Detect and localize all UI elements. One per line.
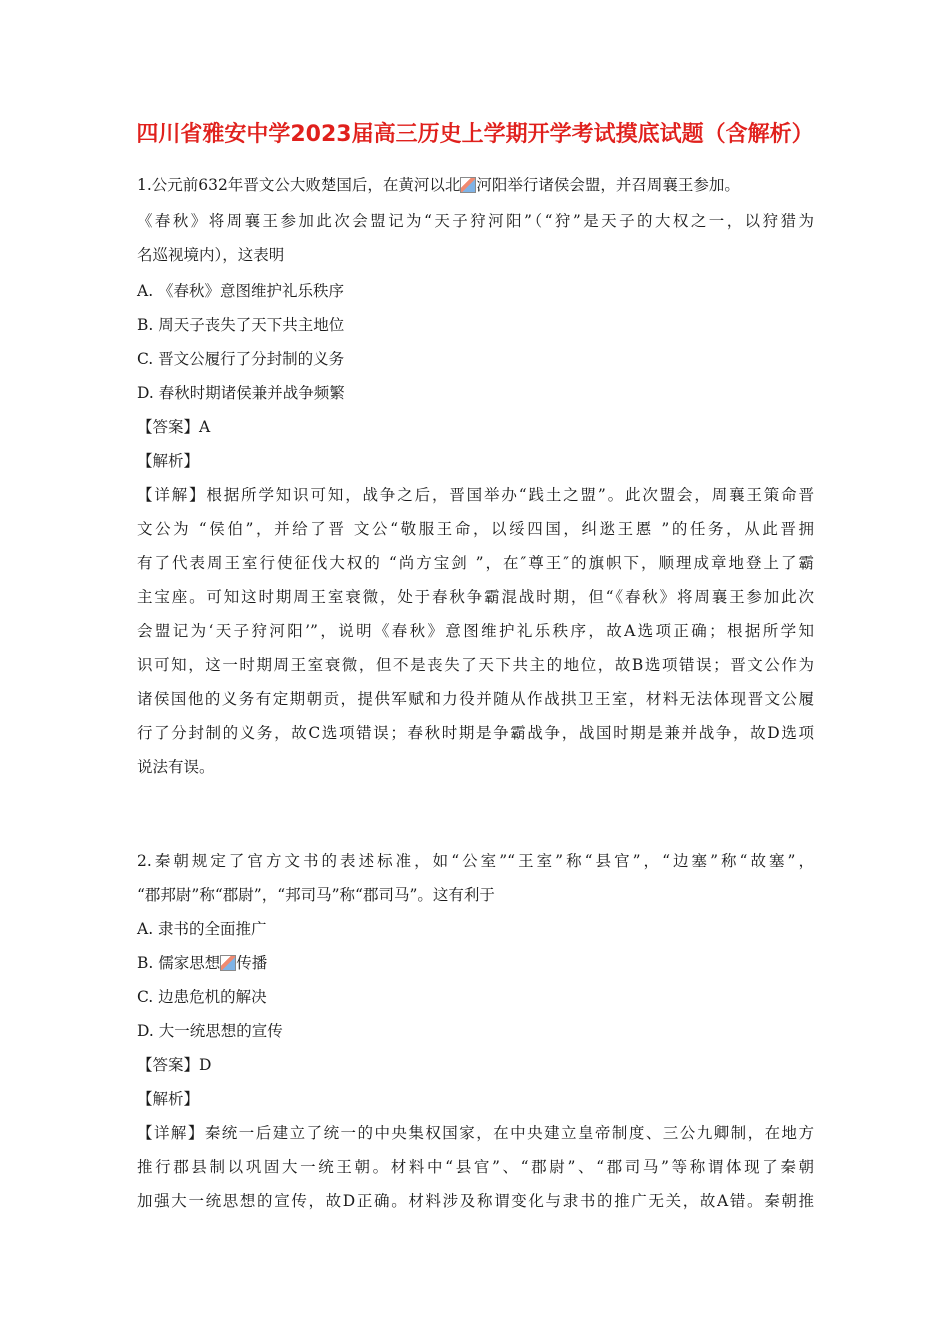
q2-option-a: A. 隶书的全面推广 <box>137 920 267 938</box>
q1-option-d: D. 春秋时期诸侯兼并战争频繁 <box>137 384 345 402</box>
q1-stem-line-1 <box>137 174 740 196</box>
q2-option-b-text-a: B. 儒家思想 <box>137 954 221 972</box>
q1-option-b: B. 周天子丧失了天下共主地位 <box>137 316 345 334</box>
q2-stem-line-2: “郡邦尉”称“郡尉”，“邦司马”称“郡司马”。这有利于 <box>137 886 495 904</box>
q2-option-b-text-b: 传播 <box>236 954 268 972</box>
q1-detail-line-9: 说法有误。 <box>137 758 215 776</box>
q1-analysis-label: 【解析】 <box>137 452 200 470</box>
q2-option-b <box>137 952 267 974</box>
broken-image-icon <box>220 955 236 971</box>
q1-stem-text-b: 河阳举行诸侯会盟，并召周襄王参加。 <box>476 176 740 194</box>
q2-analysis-label: 【解析】 <box>137 1090 200 1108</box>
q2-option-d: D. 大一统思想的宣传 <box>137 1022 283 1040</box>
broken-image-icon <box>460 177 476 193</box>
q2-detail-line-2: 推行郡县制以巩固大一统王朝。材料中“县官”、“郡尉”、“郡司马”等称谓体现了秦朝 <box>137 1158 814 1176</box>
q1-stem-line-3: 名巡视境内），这表明 <box>137 246 285 264</box>
q1-detail-line-2: 文公为 “侯伯”，并给了晋 文公“敬服王命，以绥四国，纠逖王慝 ”的任务，从此晋拥 <box>137 520 814 538</box>
q1-detail-line-1: 【详解】根据所学知识可知，战争之后，晋国举办“践土之盟”。此次盟会，周襄王策命晋 <box>137 486 814 504</box>
q1-detail-line-8: 行了分封制的义务，故C选项错误；春秋时期是争霸战争，战国时期是兼并战争，故D选项 <box>137 724 814 742</box>
document-title: 四川省雅安中学2023届高三历史上学期开学考试摸底试题（含解析） <box>136 122 814 147</box>
q2-option-c: C. 边患危机的解决 <box>137 988 267 1006</box>
q1-option-c: C. 晋文公履行了分封制的义务 <box>137 350 345 368</box>
q1-detail-line-6: 识可知，这一时期周王室衰微，但不是丧失了天下共主的地位，故B选项错误；晋文公作为 <box>137 656 814 674</box>
q1-stem-text-a: 1.公元前632年晋文公大败楚国后，在黄河以北 <box>137 176 461 194</box>
q1-detail-line-3: 有了代表周王室行使征伐大权的 “尚方宝剑 ”，在″尊王″的旗帜下，顺理成章地登上了霸 <box>137 554 814 572</box>
q1-detail-line-5: 会盟记为‘天子狩河阳’”，说明《春秋》意图维护礼乐秩序，故A选项正确；根据所学知 <box>137 622 814 640</box>
q1-option-a: A. 《春秋》意图维护礼乐秩序 <box>137 282 345 300</box>
q2-stem-line-1: 2.秦朝规定了官方文书的表述标准，如“公室”“王室”称“县官”，“边塞”称“故塞”， <box>137 852 814 870</box>
q2-detail-line-1: 【详解】秦统一后建立了统一的中央集权国家，在中央建立皇帝制度、三公九卿制，在地方 <box>137 1124 814 1142</box>
q1-detail-line-7: 诸侯国他的义务有定期朝贡，提供军赋和力役并随从作战拱卫王室，材料无法体现晋文公履 <box>137 690 814 708</box>
q2-answer: 【答案】D <box>137 1056 212 1074</box>
q2-detail-line-3: 加强大一统思想的宣传，故D正确。材料涉及称谓变化与隶书的推广无关，故A错。秦朝推 <box>137 1192 814 1210</box>
q1-answer: 【答案】A <box>137 418 211 436</box>
q1-detail-line-4: 主宝座。可知这时期周王室衰微，处于春秋争霸混战时期，但“《春秋》将周襄王参加此次 <box>137 588 814 606</box>
q1-stem-line-2: 《春秋》将周襄王参加此次会盟记为“天子狩河阳”（“狩”是天子的大权之一，以狩猎为 <box>137 212 814 230</box>
